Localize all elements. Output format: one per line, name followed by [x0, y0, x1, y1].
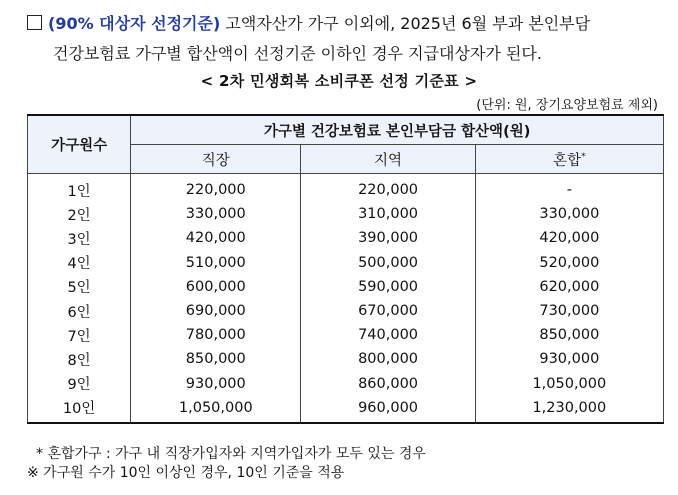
cell-mixed: 930,000	[475, 347, 663, 371]
cell-household: 2인	[28, 202, 131, 226]
cell-workplace: 330,000	[131, 202, 301, 226]
cell-regional: 590,000	[301, 275, 475, 299]
table-row	[28, 396, 664, 423]
unit-note: (단위: 원, 장기요양보험료 제외)	[476, 98, 658, 113]
table-row	[28, 299, 664, 323]
header-mixed-mark: *	[581, 151, 586, 162]
table-row	[28, 372, 664, 396]
cell-mixed: 520,000	[475, 251, 663, 275]
table-row	[28, 226, 664, 250]
cell-household: 3인	[28, 226, 131, 250]
cell-household: 4인	[28, 251, 131, 275]
cell-mixed: 620,000	[475, 275, 663, 299]
cell-household: 6인	[28, 299, 131, 323]
cell-mixed: 1,050,000	[475, 372, 663, 396]
cell-regional: 220,000	[301, 174, 475, 203]
cell-mixed: 730,000	[475, 299, 663, 323]
cell-workplace: 780,000	[131, 323, 301, 347]
intro-line-2: 건강보험료 가구별 합산액이 선정기준 이하인 경우 지급대상자가 된다.	[53, 44, 542, 63]
cell-household: 9인	[28, 372, 131, 396]
cell-household: 8인	[28, 347, 131, 371]
table-row	[28, 202, 664, 226]
cell-workplace: 850,000	[131, 347, 301, 371]
cell-regional: 740,000	[301, 323, 475, 347]
cell-regional: 860,000	[301, 372, 475, 396]
header-mixed	[475, 145, 663, 174]
cell-workplace: 930,000	[131, 372, 301, 396]
table-row	[28, 251, 664, 275]
table-row	[28, 275, 664, 299]
header-group: 가구별 건강보험료 본인부담금 합산액(원)	[131, 115, 664, 145]
cell-household: 5인	[28, 275, 131, 299]
header-regional: 지역	[301, 145, 475, 174]
intro-line-1-text: 고액자산가 가구 이외에, 2025년 6월 부과 본인부담	[225, 14, 591, 33]
cell-mixed: -	[475, 174, 663, 203]
cell-mixed: 420,000	[475, 226, 663, 250]
intro-line-1	[27, 11, 590, 34]
cell-mixed: 850,000	[475, 323, 663, 347]
header-household: 가구원수	[28, 115, 131, 174]
cell-workplace: 600,000	[131, 275, 301, 299]
cell-regional: 670,000	[301, 299, 475, 323]
cell-workplace: 510,000	[131, 251, 301, 275]
checkbox-icon	[27, 15, 42, 30]
footnote-mixed: * 혼합가구 : 가구 내 직장가입자와 지역가입자가 모두 있는 경우	[36, 446, 426, 462]
cell-regional: 800,000	[301, 347, 475, 371]
header-workplace: 직장	[131, 145, 301, 174]
cell-mixed: 330,000	[475, 202, 663, 226]
cell-workplace: 690,000	[131, 299, 301, 323]
cell-household: 7인	[28, 323, 131, 347]
cell-household: 1인	[28, 174, 131, 203]
cell-regional: 960,000	[301, 396, 475, 423]
table-row	[28, 174, 664, 203]
criteria-table	[27, 114, 664, 424]
cell-regional: 310,000	[301, 202, 475, 226]
cell-regional: 500,000	[301, 251, 475, 275]
cell-workplace: 1,050,000	[131, 396, 301, 423]
criteria-highlight: (90% 대상자 선정기준)	[48, 14, 221, 33]
table-row	[28, 323, 664, 347]
cell-regional: 390,000	[301, 226, 475, 250]
cell-household: 10인	[28, 396, 131, 423]
table-title: < 2차 민생회복 소비쿠폰 선정 기준표 >	[200, 72, 478, 90]
header-mixed-label: 혼합	[553, 152, 582, 169]
cell-workplace: 420,000	[131, 226, 301, 250]
footnote-ten-plus: ※ 가구원 수가 10인 이상인 경우, 10인 기준을 적용	[27, 465, 345, 481]
table-body	[28, 174, 664, 423]
table-row	[28, 347, 664, 371]
cell-workplace: 220,000	[131, 174, 301, 203]
cell-mixed: 1,230,000	[475, 396, 663, 423]
